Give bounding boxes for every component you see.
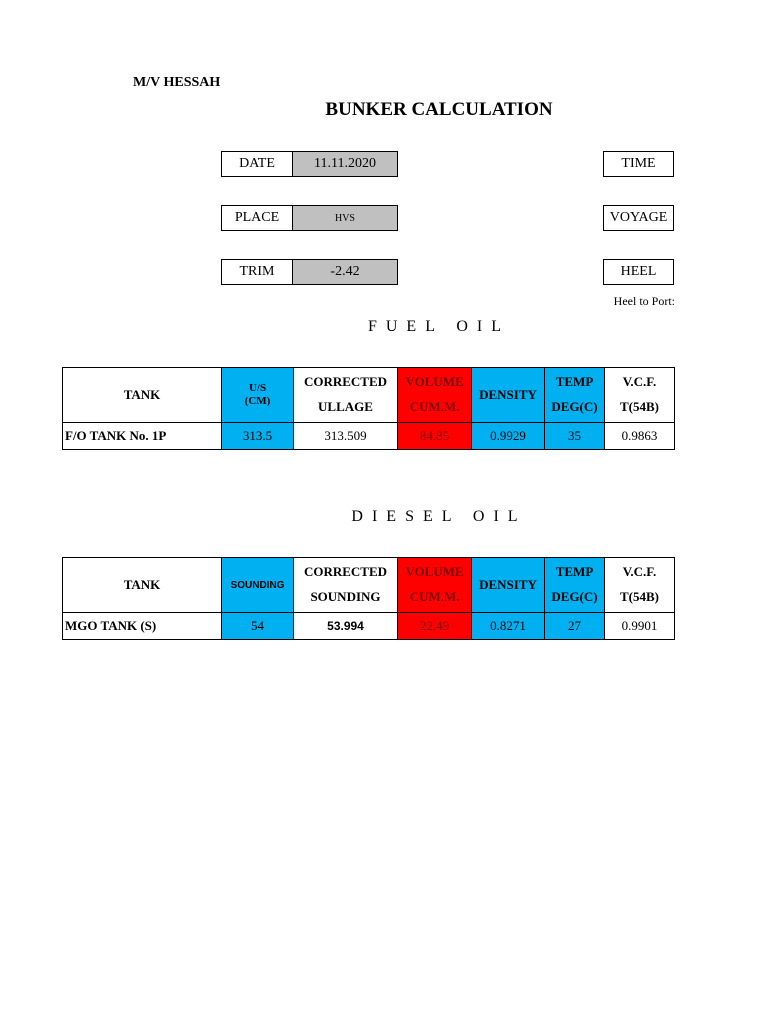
col-vcf xyxy=(605,558,675,613)
col-tank: TANK xyxy=(63,368,222,423)
table-header-row xyxy=(63,368,675,423)
cell-corrected: 313.509 xyxy=(294,423,398,450)
diesel-oil-heading: DIESEL OIL xyxy=(351,508,527,525)
col-temp-line2: DEG(C) xyxy=(551,399,598,414)
col-us xyxy=(222,368,294,423)
col-corrected xyxy=(294,558,398,613)
col-corrected xyxy=(294,368,398,423)
col-temp-line2: DEG(C) xyxy=(551,589,598,604)
cell-us[interactable]: 313.5 xyxy=(222,423,294,450)
table-row xyxy=(63,613,675,640)
fuel-oil-table xyxy=(62,367,675,450)
trim-value[interactable]: -2.42 xyxy=(292,259,398,285)
fuel-oil-heading: FUEL OIL xyxy=(367,318,511,335)
col-vcf-line1: V.C.F. xyxy=(622,564,657,580)
cell-volume: 22.49 xyxy=(398,613,472,640)
col-density: DENSITY xyxy=(472,368,545,423)
col-temp xyxy=(545,368,605,423)
col-temp-line1: TEMP xyxy=(555,374,594,390)
col-tank: TANK xyxy=(63,558,222,613)
col-volume-line1: VOLUME xyxy=(405,374,464,390)
cell-tank: F/O TANK No. 1P xyxy=(63,423,222,450)
cell-corrected: 53.994 xyxy=(294,613,398,640)
table-row xyxy=(63,423,675,450)
col-density: DENSITY xyxy=(472,558,545,613)
place-label: PLACE xyxy=(221,205,293,231)
page-title: BUNKER CALCULATION xyxy=(325,99,553,120)
cell-temp[interactable]: 27 xyxy=(545,613,605,640)
cell-vcf: 0.9863 xyxy=(605,423,675,450)
table-header-row xyxy=(63,558,675,613)
date-label: DATE xyxy=(221,151,293,177)
diesel-oil-table xyxy=(62,557,675,640)
heel-label: HEEL xyxy=(603,259,674,285)
col-temp xyxy=(545,558,605,613)
col-volume-line2: CUM.M. xyxy=(409,589,460,604)
col-corrected-line2: SOUNDING xyxy=(310,589,381,604)
col-sounding: SOUNDING xyxy=(222,558,294,613)
col-temp-line1: TEMP xyxy=(555,564,594,580)
cell-temp[interactable]: 35 xyxy=(545,423,605,450)
col-us-line1: U/S xyxy=(248,381,267,394)
cell-sounding[interactable]: 54 xyxy=(222,613,294,640)
col-corrected-line1: CORRECTED xyxy=(303,374,388,390)
col-volume xyxy=(398,368,472,423)
col-vcf-line2: T(54B) xyxy=(620,589,659,604)
cell-density[interactable]: 0.9929 xyxy=(472,423,545,450)
cell-volume: 84.85 xyxy=(398,423,472,450)
place-value[interactable]: HVS xyxy=(292,205,398,231)
trim-label: TRIM xyxy=(221,259,293,285)
col-volume xyxy=(398,558,472,613)
voyage-label: VOYAGE xyxy=(603,205,674,231)
col-vcf-line1: V.C.F. xyxy=(622,374,657,390)
col-vcf-line2: T(54B) xyxy=(620,399,659,414)
col-corrected-line1: CORRECTED xyxy=(303,564,388,580)
date-value[interactable]: 11.11.2020 xyxy=(292,151,398,177)
cell-tank: MGO TANK (S) xyxy=(63,613,222,640)
col-volume-line2: CUM.M. xyxy=(409,399,460,414)
cell-vcf: 0.9901 xyxy=(605,613,675,640)
col-volume-line1: VOLUME xyxy=(405,564,464,580)
heel-note: Heel to Port: xyxy=(613,294,675,308)
col-corrected-line2: ULLAGE xyxy=(318,399,373,414)
vessel-name: M/V HESSAH xyxy=(133,75,221,90)
col-us-line2: (CM) xyxy=(244,395,271,407)
time-label: TIME xyxy=(603,151,674,177)
col-vcf xyxy=(605,368,675,423)
cell-density[interactable]: 0.8271 xyxy=(472,613,545,640)
